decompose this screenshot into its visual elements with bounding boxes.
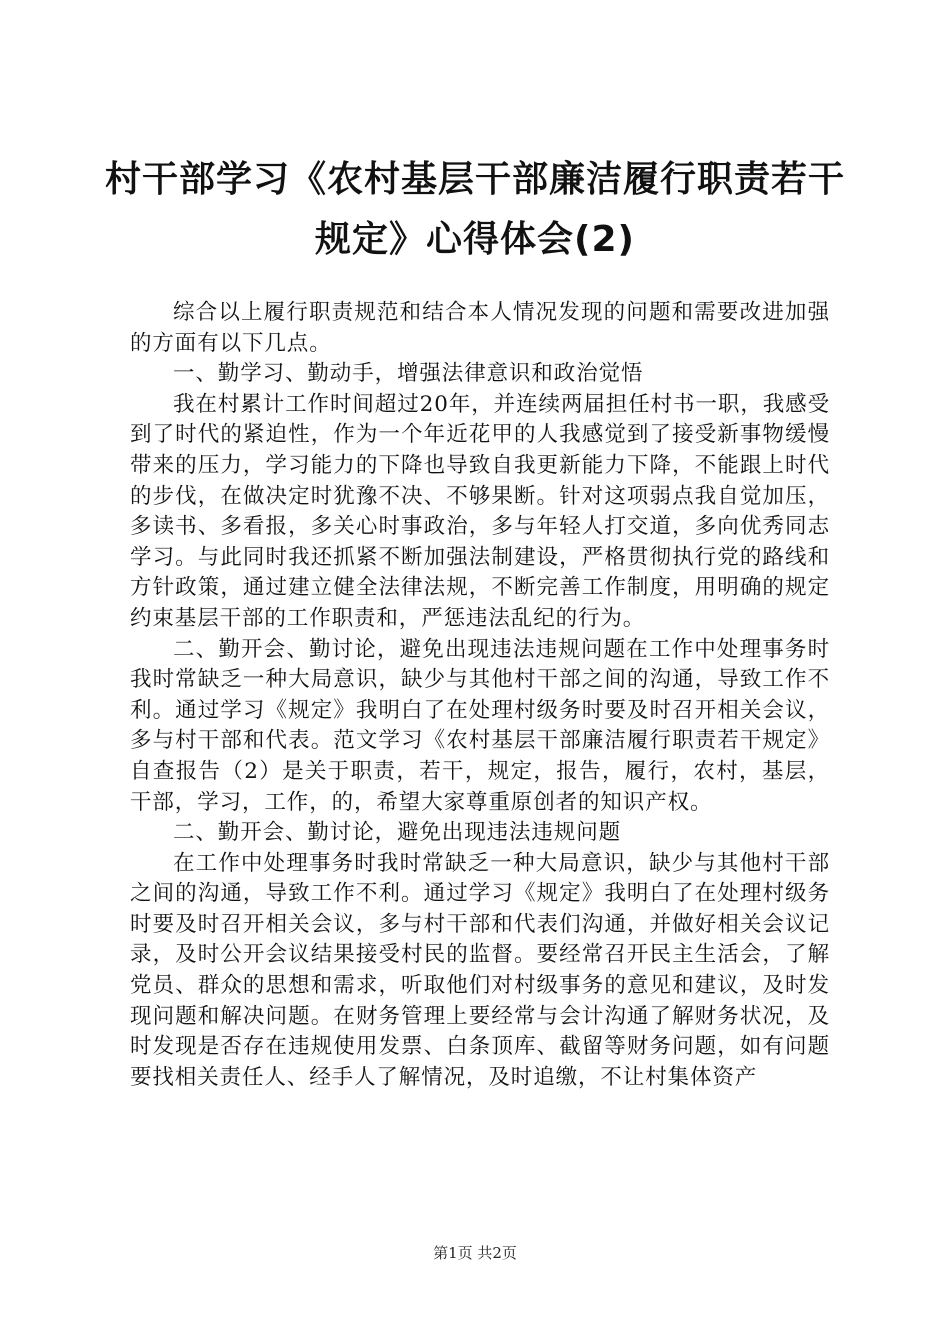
- paragraph-meetings-summary: 二、勤开会、勤讨论，避免出现违法违规问题在工作中处理事务时我时常缺乏一种大局意识，缺少与其他村干部之间的沟通，导致工作不利。通过学习《规定》我明白了在处理村级务时要及时召开相关会议，多与村干部和代表。范文学习《农村基层干部廉洁履行职责若干规定》自查报告（2）是关于职责，若干，规定，报告，履行，农村，基层，干部，学习，工作，的，希望大家尊重原创者的知识产权。: [130, 636, 830, 815]
- page-number-footer: 第1页 共2页: [433, 1244, 517, 1262]
- paragraph-meetings-detail: 在工作中处理事务时我时常缺乏一种大局意识，缺少与其他村干部之间的沟通，导致工作不利。通过学习《规定》我明白了在处理村级务时要及时召开相关会议，多与村干部和代表们沟通，并做好相关会议记录，及时公开会议结果接受村民的监督。要经常召开民主生活会，了解党员、群众的思想和需求，听取他们对村级事务的意见和建议，及时发现问题和解决问题。在财务管理上要经常与会计沟通了解财务状况，及时发现是否存在违规使用发票、白条顶库、截留等财务问题，如有问题要找相关责任人、经手人了解情况，及时追缴，不让村集体资产: [130, 850, 830, 1090]
- section-heading-2: 二、勤开会、勤讨论，避免出现违法违规问题: [173, 820, 622, 846]
- section-heading-1: 一、勤学习、勤动手，增强法律意识和政治觉悟: [173, 361, 644, 387]
- paragraph-study: 我在村累计工作时间超过20年，并连续两届担任村书一职，我感受到了时代的紧迫性，作为一个年近花甲的人我感觉到了接受新事物缓慢带来的压力，学习能力的下降也导致自我更新能力下降，不能跟上时代的步伐，在做决定时犹豫不决、不够果断。针对这项弱点我自觉加压，多读书、多看报，多关心时事政治，多与年轻人打交道，多向优秀同志学习。与此同时我还抓紧不断加强法制建设，严格贯彻执行党的路线和方针政策，通过建立健全法律法规，不断完善工作制度，用明确的规定约束基层干部的工作职责和，严惩违法乱纪的行为。: [130, 391, 830, 631]
- document-title-line-2: 规定》心得体会(2): [315, 219, 635, 260]
- document-body: [130, 298, 830, 1093]
- document-title-line-1: 村干部学习《农村基层干部廉洁履行职责若干: [104, 159, 845, 200]
- paragraph-intro: 综合以上履行职责规范和结合本人情况发现的问题和需要改进加强的方面有以下几点。: [130, 300, 830, 356]
